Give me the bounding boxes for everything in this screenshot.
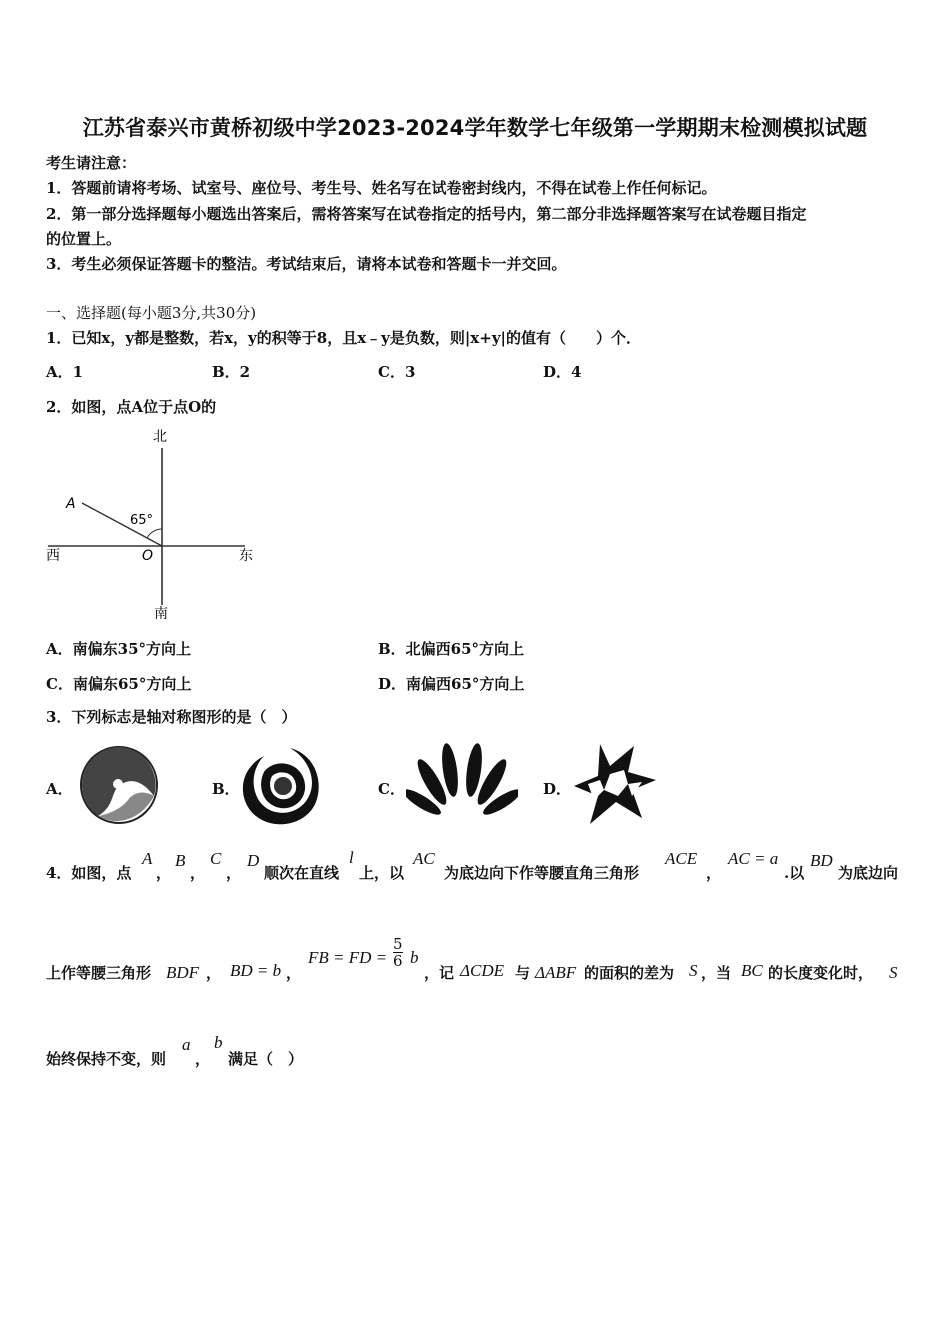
q1-option-a: A．1 (46, 363, 84, 381)
q4-bd: BD (810, 851, 833, 870)
q4-text-3: 上，以 (359, 864, 405, 882)
q2-compass-figure (40, 420, 280, 625)
q4-triangle-cde: ΔCDE (460, 961, 504, 980)
q2-stem: 2．如图，点A位于点O的 (46, 398, 217, 416)
point-a-label: A (66, 496, 76, 512)
q4-bdf: BDF (166, 963, 200, 982)
q4-comma: ， (226, 864, 242, 882)
q4-line-l: l (349, 848, 354, 867)
q4-ac-eq-a: AC = a (728, 849, 779, 868)
notice-item-1: 1．答题前请将考场、试室号、座位号、考生号、姓名写在试卷密封线内，不得在试卷上作任何标记。 (46, 179, 717, 197)
q4-point-a: A (142, 849, 153, 868)
q4-fb-fd: FB = FD = (308, 948, 388, 967)
q4-bc: BC (741, 961, 763, 980)
q4-triangle-abf: ΔABF (535, 963, 577, 982)
q4-fraction-numerator: 5 (393, 935, 403, 953)
q4-text-10: 的面积的差为 (584, 964, 675, 982)
q4-point-c: C (210, 849, 222, 868)
q4-text-7: 上作等腰三角形 (46, 964, 152, 982)
q2-option-a: A．南偏东35°方向上 (46, 640, 192, 658)
q2-option-b: B．北偏西65°方向上 (378, 640, 525, 658)
q4-bd-eq-b: BD = b (230, 961, 282, 980)
q1-option-b: B．2 (212, 363, 251, 381)
q4-text-6: 为底边向 (838, 864, 899, 882)
q4-text-13: 始终保持不变，则 (46, 1050, 167, 1068)
q1-stem: 1．已知x，y都是整数，若x，y的积等于8，且x﹣y是负数，则|x+y|的值有（ ）个． (46, 329, 641, 347)
q4-fraction (393, 936, 403, 969)
q3-option-d-label: D． (543, 780, 572, 798)
notice-item-3: 3．考生必须保证答题卡的整洁。考试结束后，请将本试卷和答题卡一并交回。 (46, 255, 567, 273)
q3-logo-c-icon (406, 740, 518, 824)
q4-comma: ， (190, 864, 206, 882)
q4-point-d: D (247, 851, 260, 870)
notice-item-2-cont: 的位置上。 (46, 230, 122, 248)
q4-text-14: 满足（ ） (228, 1050, 304, 1068)
north-label: 北 (153, 429, 167, 445)
q4-text-5: .以 (784, 864, 805, 882)
q4-text-1: 4．如图，点 (46, 864, 132, 882)
west-label: 西 (46, 548, 60, 564)
q3-logo-d-icon (570, 740, 660, 828)
q4-text-4: 为底边向下作等腰直角三角形 (444, 864, 640, 882)
q3-option-c-label: C． (378, 780, 405, 798)
point-o-label: O (142, 548, 154, 564)
q4-comma: ， (156, 864, 172, 882)
notice-item-2: 2．第一部分选择题每小题选出答案后，需将答案写在试卷指定的括号内，第二部分非选择题答案写在试卷题目指定 (46, 205, 807, 223)
angle-arc (147, 529, 162, 538)
q4-a: a (182, 1035, 191, 1054)
q4-ac: AC (413, 849, 435, 868)
q4-text-9: 与 (515, 964, 531, 982)
page-title: 江苏省泰兴市黄桥初级中学2023-2024学年数学七年级第一学期期末检测模拟试题 (82, 116, 868, 140)
q4-comma: ， (706, 864, 722, 882)
q4-text-11: ，当 (701, 964, 732, 982)
angle-label: 65° (130, 513, 154, 528)
notice-heading: 考生请注意： (46, 154, 137, 172)
section-heading: 一、选择题(每小题3分,共30分) (46, 304, 257, 322)
south-label: 南 (154, 606, 168, 622)
q4-text-12: 的长度变化时， (768, 964, 874, 982)
q4-s: S (689, 961, 698, 980)
q1-option-d: D．4 (543, 363, 582, 381)
q4-point-b: B (175, 851, 186, 870)
q4-fraction-denominator: 6 (393, 952, 403, 970)
q4-text-8: ，记 (424, 964, 455, 982)
q4-text-2: 顺次在直线 (264, 864, 340, 882)
q4-comma: ， (206, 964, 222, 982)
q3-option-a-label: A． (46, 780, 73, 798)
q4-ace: ACE (665, 849, 698, 868)
q4-b: b (410, 948, 419, 967)
q3-stem: 3．下列标志是轴对称图形的是（ ） (46, 708, 297, 726)
q2-option-c: C．南偏东65°方向上 (46, 675, 192, 693)
q3-option-b-label: B． (212, 780, 240, 798)
q4-b-2: b (214, 1033, 223, 1052)
q3-logo-b-icon (238, 744, 324, 828)
q1-option-c: C．3 (378, 363, 416, 381)
q4-comma: ， (286, 964, 302, 982)
q4-comma: ， (195, 1050, 211, 1068)
east-label: 东 (239, 548, 253, 564)
q4-s-2: S (889, 963, 898, 982)
q3-logo-a-icon (78, 744, 160, 826)
q2-option-d: D．南偏西65°方向上 (378, 675, 525, 693)
